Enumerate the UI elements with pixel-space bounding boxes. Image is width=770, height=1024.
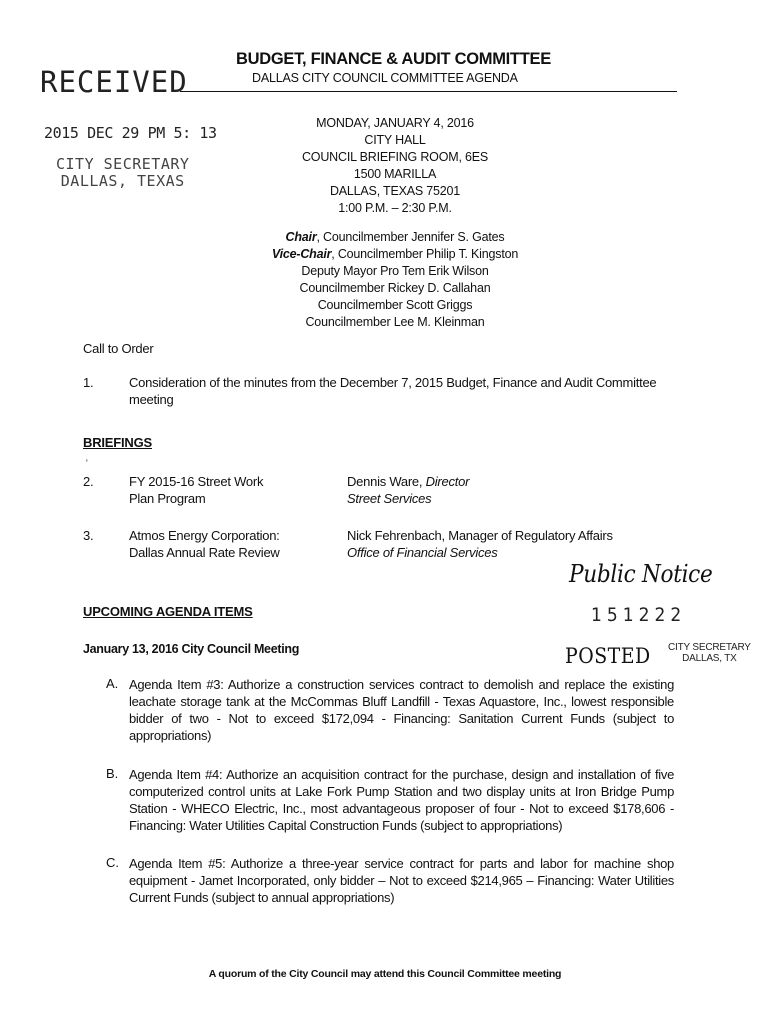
meeting-building: CITY HALL: [364, 133, 426, 147]
vice-chair-name: , Councilmember Philip T. Kingston: [331, 247, 519, 261]
member-line: Deputy Mayor Pro Tem Erik Wilson: [301, 264, 489, 278]
briefing-topic-line: Atmos Energy Corporation:: [129, 528, 280, 543]
agenda-item-text: Agenda Item #4: Authorize an acquisition contract for the purchase, design and installation of five computerized control units at Lake Fork Pump Station and two display units at Iron Bridge Pump Station - WHECO Electric, Inc., most advantageous proposer of four - Not to exceed $178,606 - Financing: Water Utilities Capital Construction Funds (subject to appropriations): [129, 767, 674, 833]
chair-line: [200, 229, 590, 246]
meeting-info: [200, 115, 590, 217]
minutes-item: Consideration of the minutes from the December 7, 2015 Budget, Finance and Audit Committee meeting: [129, 375, 657, 407]
received-stamp-date: 2015 DEC 29 PM 5: 13: [44, 124, 217, 142]
briefing-number: 3.: [83, 528, 94, 543]
presenter-department: Street Services: [347, 491, 432, 506]
header-rule: [180, 91, 677, 92]
briefing-topic-line: FY 2015-16 Street Work: [129, 474, 264, 489]
briefings-heading: BRIEFINGS: [83, 435, 152, 450]
member-line: Councilmember Lee M. Kleinman: [305, 315, 485, 329]
meeting-time: 1:00 P.M. – 2:30 P.M.: [338, 201, 452, 215]
committee-members: [200, 229, 590, 331]
presenter-title: Director: [425, 474, 470, 489]
received-stamp-office: [56, 156, 189, 190]
briefing-topic-line: Plan Program: [129, 491, 206, 506]
stamp-city-line: DALLAS, TEXAS: [60, 172, 185, 190]
presenter-name: Dennis Ware,: [347, 474, 426, 489]
meeting-street: 1500 MARILLA: [353, 167, 437, 181]
presenter-line: [347, 473, 677, 490]
presenter-department: Office of Financial Services: [347, 545, 498, 560]
item-number: 1.: [83, 375, 94, 390]
upcoming-items-heading: UPCOMING AGENDA ITEMS: [83, 604, 253, 619]
stamp-office-line: CITY SECRETARY: [56, 155, 190, 173]
vice-chair-line: [200, 246, 590, 263]
vice-chair-label: Vice-Chair: [271, 247, 332, 261]
briefing-topic: [129, 473, 329, 507]
received-stamp: RECEIVED: [40, 65, 188, 99]
member-line: Councilmember Rickey D. Callahan: [299, 281, 491, 295]
posted-city-line: DALLAS, TX: [682, 653, 737, 664]
council-meeting-date: January 13, 2016 City Council Meeting: [83, 642, 300, 656]
posted-stamp-office: [668, 642, 751, 664]
briefing-presenter: [347, 527, 677, 561]
posted-stamp: POSTED: [565, 644, 651, 668]
presenter-line: [347, 527, 677, 544]
chair-name: , Councilmember Jennifer S. Gates: [316, 230, 505, 244]
agenda-item-text: Agenda Item #3: Authorize a construction services contract to demolish and replace the existing leachate storage tank at the McCommas Bluff Landfill - Texas Aquastore, Inc., lowest responsible bidder of two - Not to exceed $172,094 - Financing: Sanitation Current Funds (subject to appropriations): [129, 677, 674, 743]
stray-mark: ': [86, 458, 88, 468]
meeting-date: MONDAY, JANUARY 4, 2016: [316, 116, 474, 130]
briefing-number: 2.: [83, 474, 94, 489]
agenda-item-letter: C.: [106, 855, 119, 870]
committee-title: BUDGET, FINANCE & AUDIT COMMITTEE: [236, 50, 551, 68]
chair-label: Chair: [285, 230, 317, 244]
briefing-presenter: [347, 473, 677, 507]
agenda-item-letter: A.: [106, 676, 119, 691]
meeting-city: DALLAS, TEXAS 75201: [329, 184, 461, 198]
quorum-footer: A quorum of the City Council may attend this Council Committee meeting: [208, 968, 562, 980]
meeting-room: COUNCIL BRIEFING ROOM, 6ES: [301, 150, 489, 164]
agenda-item-letter: B.: [106, 766, 119, 781]
briefing-topic: [129, 527, 339, 561]
public-notice-stamp: Public Notice: [569, 560, 713, 588]
call-to-order: Call to Order: [83, 341, 154, 356]
notice-number: 151222: [591, 604, 687, 626]
briefing-topic-line: Dallas Annual Rate Review: [129, 545, 280, 560]
agenda-subtitle: DALLAS CITY COUNCIL COMMITTEE AGENDA: [252, 71, 518, 85]
agenda-item-text: Agenda Item #5: Authorize a three-year service contract for parts and labor for machine shop equipment - Jamet Incorporated, only bidder – Not to exceed $214,965 – Financing: Water Utilities Current Funds (subject to annual appropriations): [129, 856, 674, 905]
posted-office-line: CITY SECRETARY: [668, 642, 751, 653]
member-line: Councilmember Scott Griggs: [317, 298, 473, 312]
presenter-name: Nick Fehrenbach, Manager of Regulatory Affairs: [347, 528, 613, 543]
